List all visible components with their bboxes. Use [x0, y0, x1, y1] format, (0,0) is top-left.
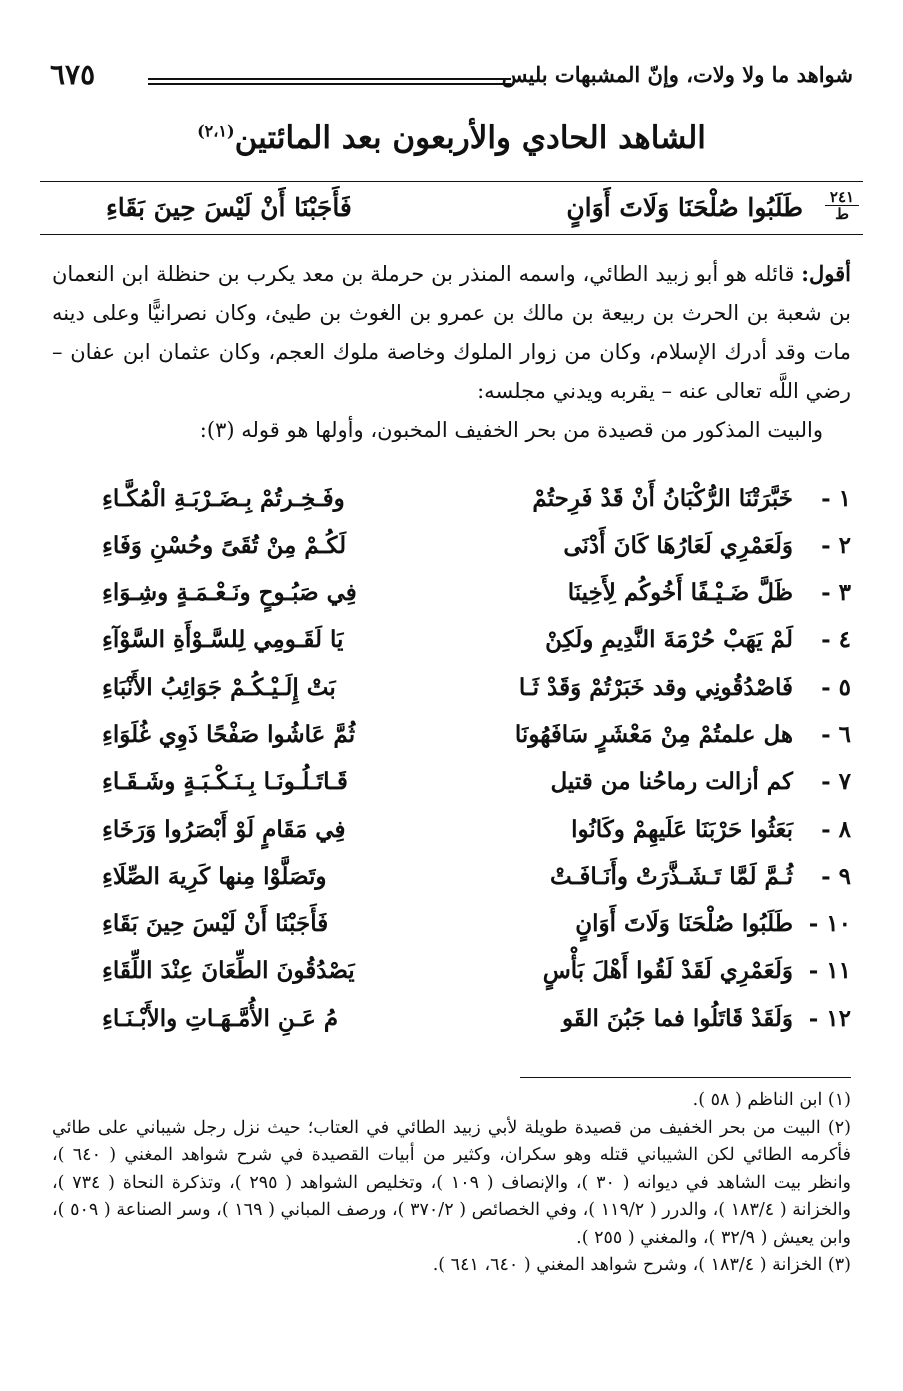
poem-second-hemistich: قَـاتَـلُـونَـا بِـنَـكْـبَـةٍ وشَـقَـاءِ: [102, 768, 348, 795]
poem-line-number: ٥ -: [821, 674, 851, 701]
poem-line-number: ١٠ -: [808, 910, 851, 937]
poem-first-hemistich: ثُـمَّ لَمَّا تَـشَـذَّرَتْ وأَنَـافَـتْ: [550, 863, 793, 890]
poem-second-hemistich: ثُمَّ عَاشُوا صَفْحًا ذَوِي غُلَوَاءِ: [102, 721, 356, 748]
poem-line: [52, 622, 851, 668]
poem-line: [52, 481, 851, 527]
poem-second-hemistich: مُ عَـنِ الأُمَّـهَـاتِ والأَبْـنَـاءِ: [102, 1005, 339, 1032]
poem-first-hemistich: هل علمتُمْ مِنْ مَعْشَرٍ سَافَهُونَا: [514, 721, 793, 748]
poem-first-hemistich: بَعَثُوا حَرْبَنَا عَلَيهِمْ وكَانُوا: [571, 816, 793, 843]
commentary-note-ref: (٣): [206, 418, 235, 442]
poem-line-number: ٨ -: [821, 816, 851, 843]
poem-line-number: ١ -: [821, 485, 851, 512]
poem-line-number: ٦ -: [821, 721, 851, 748]
running-header: [40, 58, 863, 102]
commentary-text-2-end: :: [199, 418, 207, 442]
commentary: [52, 254, 851, 450]
commentary-text-1: قائله هو أبو زبيد الطائي، واسمه المنذر بن حرملة بن معد يكرب بن حنظلة ابن النعمان بن شعبة بن الحرث بن ربيعة بن مالك بن عمرو بن الغوث بن طيئ، وكان نصرانيًّا وعلى دينه مات وقد أدرك الإسلام، وكان من زوار الملوك وخاصة ملوك العجم، وكان عثمان ابن عفان – رضي اللَّه تعالى عنه – يقربه ويدني مجلسه:: [52, 262, 851, 403]
poem-line: [52, 764, 851, 810]
poem-first-hemistich: فَاصْدُقُونِي وقد خَبَرْتُمْ وَقَدْ ثَـا: [518, 674, 793, 701]
poem-line: [52, 812, 851, 858]
commentary-lead: أقول:: [801, 261, 851, 286]
poem-second-hemistich: يَا لَقَـومِي لِلسَّـوْأَةِ السَّوْآءِ: [102, 626, 344, 653]
verse-number: [821, 189, 863, 222]
running-title: شواهد ما ولا ولات، وإنّ المشبهات بليس: [501, 62, 853, 87]
poem-first-hemistich: خَبَّرَتْنَا الرُّكْبَانُ أَنْ قَدْ فَرِحتُمْ: [532, 485, 793, 512]
heading-note-ref: (٢،١): [197, 121, 235, 141]
poem-first-hemistich: ظَلَّ ضَـيْـفًا أَخُوكُم لِأَخِينَا: [567, 579, 793, 606]
poem-second-hemistich: فِي مَقَامٍ لَوْ أَبْصَرُوا وَرَخَاءِ: [102, 816, 346, 843]
poem-first-hemistich: وَلَقَدْ قَاتَلُوا فما جَبُنَ القَو: [561, 1005, 793, 1032]
poem-line-number: ٧ -: [821, 768, 851, 795]
poem-first-hemistich: وَلَعَمْرِي لَعَارُهَا كَانَ أَدْنَى: [563, 532, 793, 559]
footnote-2: (٢) البيت من بحر الخفيف من قصيدة طويلة لأبي زبيد الطائي في العتاب؛ حيث نزل رجل شيباني على طائي فأكرمه الطائي لكن الشيباني قتله وهو سكران، وكثير من أبيات القصيدة في شرح شواهد المغني ( ٦٤٠ )، وانظر بيت الشاهد في ديوانه ( ٣٠ )، والإنصاف ( ١٠٩ )، وتخليص الشواهد ( ٢٩٥ )، وتذكرة النحاة ( ٧٣٤ )، والخزانة ( ١٨٣/٤ )، والدرر ( ١١٩/٢ )، وفي الخصائص ( ٣٧٠/٢ )، ورصف المباني ( ١٦٩ )، وسر الصناعة ( ٥٠٩ )، وابن يعيش ( ٣٢/٩ )، والمغني ( ٢٥٥ ).: [52, 1117, 852, 1248]
footnotes: [52, 1087, 851, 1280]
footnote-rule: [520, 1077, 851, 1078]
poem-first-hemistich: لَمْ يَهَبْ حُرْمَةَ النَّدِيمِ ولَكِنْ: [545, 626, 793, 653]
poem-second-hemistich: فِي صَبُـوحٍ ونَـعْـمَـةٍ وشِـوَاءِ: [102, 579, 357, 606]
poem-line-number: ١١ -: [808, 957, 851, 984]
poem-line: [52, 575, 851, 621]
poem-second-hemistich: بَتْ إِلَـيْـكُـمْ جَوَائِبُ الأَنْبَاءِ: [102, 674, 336, 701]
page-number: ٦٧٥: [50, 58, 96, 91]
commentary-text-2: والبيت المذكور من قصيدة من بحر الخفيف المخبون، وأولها هو قوله: [241, 418, 823, 442]
verse-rule: [40, 234, 863, 235]
poem-second-hemistich: وفَـخِـرتُمْ بِـضَـرْبَـةِ الْمُكَّـاءِ: [102, 485, 345, 512]
verse-mark: ط: [835, 205, 849, 223]
poem-line-number: ١٢ -: [808, 1005, 851, 1032]
poem-first-hemistich: طَلَبُوا صُلْحَنَا وَلَاتَ أَوَانٍ: [575, 910, 793, 937]
section-heading: [0, 120, 903, 156]
poem-line: [52, 528, 851, 574]
poem-second-hemistich: فَأَجَبْنَا أَنْ لَيْسَ حِينَ بَقَاءِ: [102, 910, 329, 937]
verse-first-hemistich: طَلَبُوا صُلْحَنَا وَلَاتَ أَوَانٍ: [566, 193, 803, 222]
poem-line: [52, 906, 851, 952]
commentary-paragraph-2: [52, 411, 851, 450]
poem-line: [52, 717, 851, 763]
poem-second-hemistich: وتَصَلَّوْا مِنها كَرِيهَ الصِّلَاءِ: [102, 863, 327, 890]
poem-line: [52, 953, 851, 999]
poem-second-hemistich: يَصْدُقُونَ الطِّعَانَ عِنْدَ اللِّقَاءِ: [102, 957, 355, 984]
footnote-1: (١) ابن الناظم ( ٥٨ ).: [692, 1090, 851, 1110]
poem-first-hemistich: كم أزالت رماحُنا من قتيل: [550, 768, 793, 795]
header-double-rule: [148, 78, 511, 85]
verse-number-value: ٢٤١: [829, 188, 855, 206]
witness-verse: [40, 189, 863, 233]
verse-second-hemistich: فَأَجَبْنَا أَنْ لَيْسَ حِينَ بَقَاءِ: [106, 193, 352, 222]
poem-second-hemistich: لَكُـمْ مِنْ تُقَىً وحُسْنِ وَفَاءِ: [102, 532, 347, 559]
poem-line: [52, 1001, 851, 1047]
poem-line-number: ٣ -: [821, 579, 851, 606]
heading-rule: [40, 181, 863, 182]
poem-line: [52, 859, 851, 905]
poem-line-number: ٤ -: [821, 626, 851, 653]
poem-line-number: ٢ -: [821, 532, 851, 559]
footnote-3: (٣) الخزانة ( ١٨٣/٤ )، وشرح شواهد المغني ( ٦٤٠، ٦٤١ ).: [432, 1255, 851, 1275]
poem-first-hemistich: وَلَعَمْرِي لَقَدْ لَقُوا أَهْلَ بَأْسٍ: [542, 957, 793, 984]
poem-line-number: ٩ -: [821, 863, 851, 890]
commentary-paragraph-1: [52, 254, 851, 411]
section-heading-text: الشاهد الحادي والأربعون بعد المائتين: [234, 120, 706, 156]
poem-line: [52, 670, 851, 716]
